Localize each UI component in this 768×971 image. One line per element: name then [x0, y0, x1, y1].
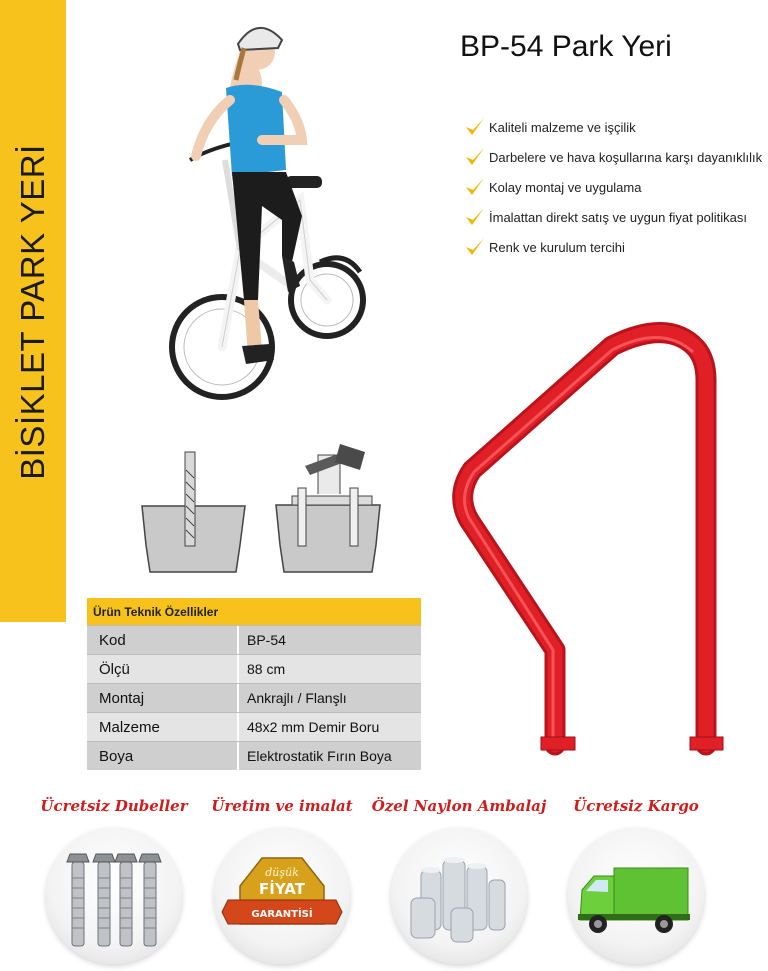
spec-key: Malzeme [87, 713, 239, 741]
plastic-film-rolls-icon [391, 828, 527, 964]
spec-key: Boya [87, 742, 239, 770]
table-row [87, 654, 421, 683]
bike-rack-product [463, 332, 723, 750]
spec-table-body [87, 625, 421, 770]
spec-key: Kod [87, 626, 239, 654]
feature-item: Darbelere ve hava koşullarına karşı dayanıklılık [464, 142, 762, 172]
cyclist-illustration [172, 28, 363, 397]
perk-label-dowels: Ücretsiz Dubeller [40, 797, 188, 815]
side-banner-text: BİSİKLET PARK YERİ [14, 144, 51, 480]
delivery-truck-icon [568, 828, 704, 964]
flange-install-diagram [276, 444, 380, 572]
spec-key: Montaj [87, 684, 239, 712]
table-row [87, 683, 421, 712]
spec-key: Ölçü [87, 655, 239, 683]
spec-value: Ankrajlı / Flanşlı [239, 684, 421, 712]
spec-value: 88 cm [239, 655, 421, 683]
badge-bottom-text: GARANTİSİ [251, 909, 313, 920]
table-row [87, 712, 421, 741]
table-row [87, 741, 421, 770]
badge-mid-text: FİYAT [259, 880, 305, 898]
spec-table [87, 598, 421, 770]
anchor-install-diagram [142, 452, 245, 572]
table-row [87, 625, 421, 654]
perk-dowels [46, 828, 182, 964]
price-guarantee-badge [214, 828, 350, 964]
perk-production [214, 828, 350, 964]
perk-shipping [568, 828, 704, 964]
feature-item: Kaliteli malzeme ve işçilik [464, 112, 762, 142]
perk-packaging [391, 828, 527, 964]
page-title: BP-54 Park Yeri [460, 30, 672, 63]
spec-value: 48x2 mm Demir Boru [239, 713, 421, 741]
feature-item: Kolay montaj ve uygulama [464, 172, 762, 202]
spec-table-header: Ürün Teknik Özellikler [87, 598, 421, 625]
spec-value: Elektrostatik Fırın Boya [239, 742, 421, 770]
perk-label-production: Üretim ve imalat [211, 797, 353, 815]
perk-label-shipping: Ücretsiz Kargo [573, 797, 699, 815]
perk-label-packaging: Özel Naylon Ambalaj [371, 797, 547, 815]
feature-item: Renk ve kurulum tercihi [464, 232, 762, 262]
spec-value: BP-54 [239, 626, 421, 654]
badge-top-text: düşük [265, 866, 299, 879]
feature-item: İmalattan direkt satış ve uygun fiyat politikası [464, 202, 762, 232]
dowel-screws-icon [46, 828, 182, 964]
